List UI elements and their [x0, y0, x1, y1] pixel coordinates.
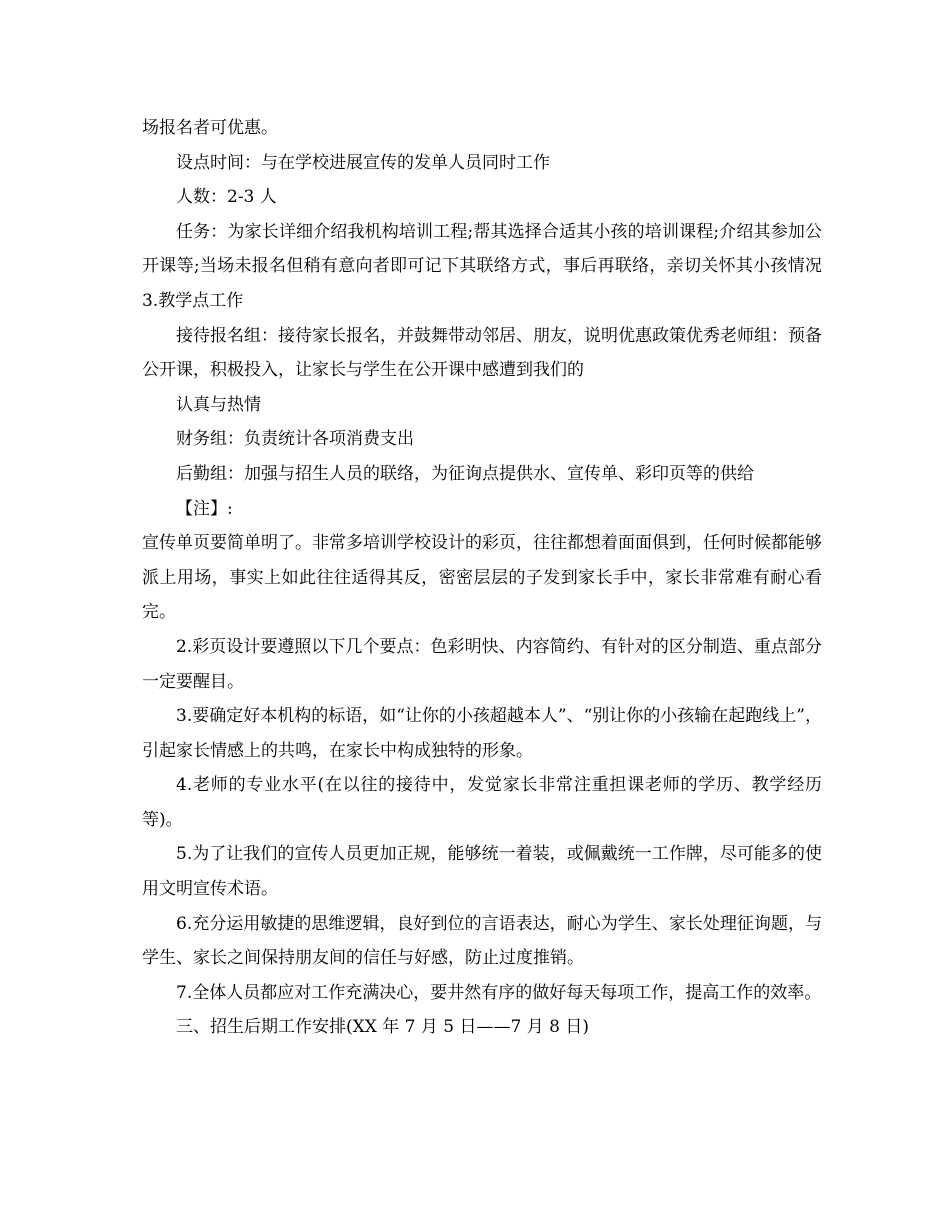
paragraph-tasks: 任务：为家长详细介绍我机构培训工程;帮其选择合适其小孩的培训课程;介绍其参加公开课等;当场未报名但稍有意向者即可记下其联络方式，事后再联络，亲切关怀其小孩情况 3.教学点工作 [142, 221, 822, 311]
list-item-7: 7.全体人员都应对工作充满决心，要井然有序的做好每天每项工作，提高工作的效率。 [176, 982, 822, 1003]
section-heading-3: 三、招生后期工作安排(XX 年 7 月 5 日——7 月 8 日) [176, 1017, 589, 1038]
paragraph-preferential-note: 场报名者可优惠。 [142, 118, 278, 138]
paragraph-leaflet-simple: 宣传单页要简单明了。非常多培训学校设计的彩页，往往都想着面面俱到，任何时候都能够派上用场，事实上如此往往适得其反，密密层层的子发到家长手中，家长非常难有耐心看完。 [142, 533, 822, 623]
list-item-4: 4.老师的专业水平(在以往的接待中，发觉家长非常注重担课老师的学历、教学经历等)。 [142, 775, 822, 830]
document-body [142, 111, 822, 1045]
paragraph-setup-time: 设点时间：与在学校进展宣传的发单人员同时工作 [176, 152, 550, 173]
list-item-6: 6.充分运用敏捷的思维逻辑，良好到位的言语表达，耐心为学生、家长处理征询题，与学生、家长之间保持朋友间的信任与好感，防止过度推销。 [142, 913, 822, 969]
paragraph-finance-group: 财务组：负责统计各项消费支出 [176, 429, 414, 450]
list-item-3: 3.要确定好本机构的标语，如“让你的小孩超越本人”、“别让你的小孩输在起跑线上”，引起家长情感上的共鸣，在家长中构成独特的形象。 [142, 706, 822, 761]
paragraph-earnest-enthusiasm: 认真与热情 [176, 394, 261, 415]
list-item-2: 2.彩页设计要遵照以下几个要点：色彩明快、内容简约、有针对的区分制造、重点部分一定要醒目。 [142, 636, 822, 692]
paragraph-logistics-group: 后勤组：加强与招生人员的联络，为征询点提供水、宣传单、彩印页等的供给 [176, 463, 754, 484]
paragraph-staff-count: 人数：2-3 人 [176, 187, 277, 208]
list-item-5: 5.为了让我们的宣传人员更加正规，能够统一着装，或佩戴统一工作牌，尽可能多的使用文明宣传术语。 [142, 844, 822, 900]
paragraph-note-heading: 【注】: [176, 498, 233, 519]
paragraph-registration-group: 接待报名组：接待家长报名，并鼓舞带动邻居、朋友，说明优惠政策优秀老师组：预备公开课，积极投入，让家长与学生在公开课中感遭到我们的 [142, 325, 822, 381]
